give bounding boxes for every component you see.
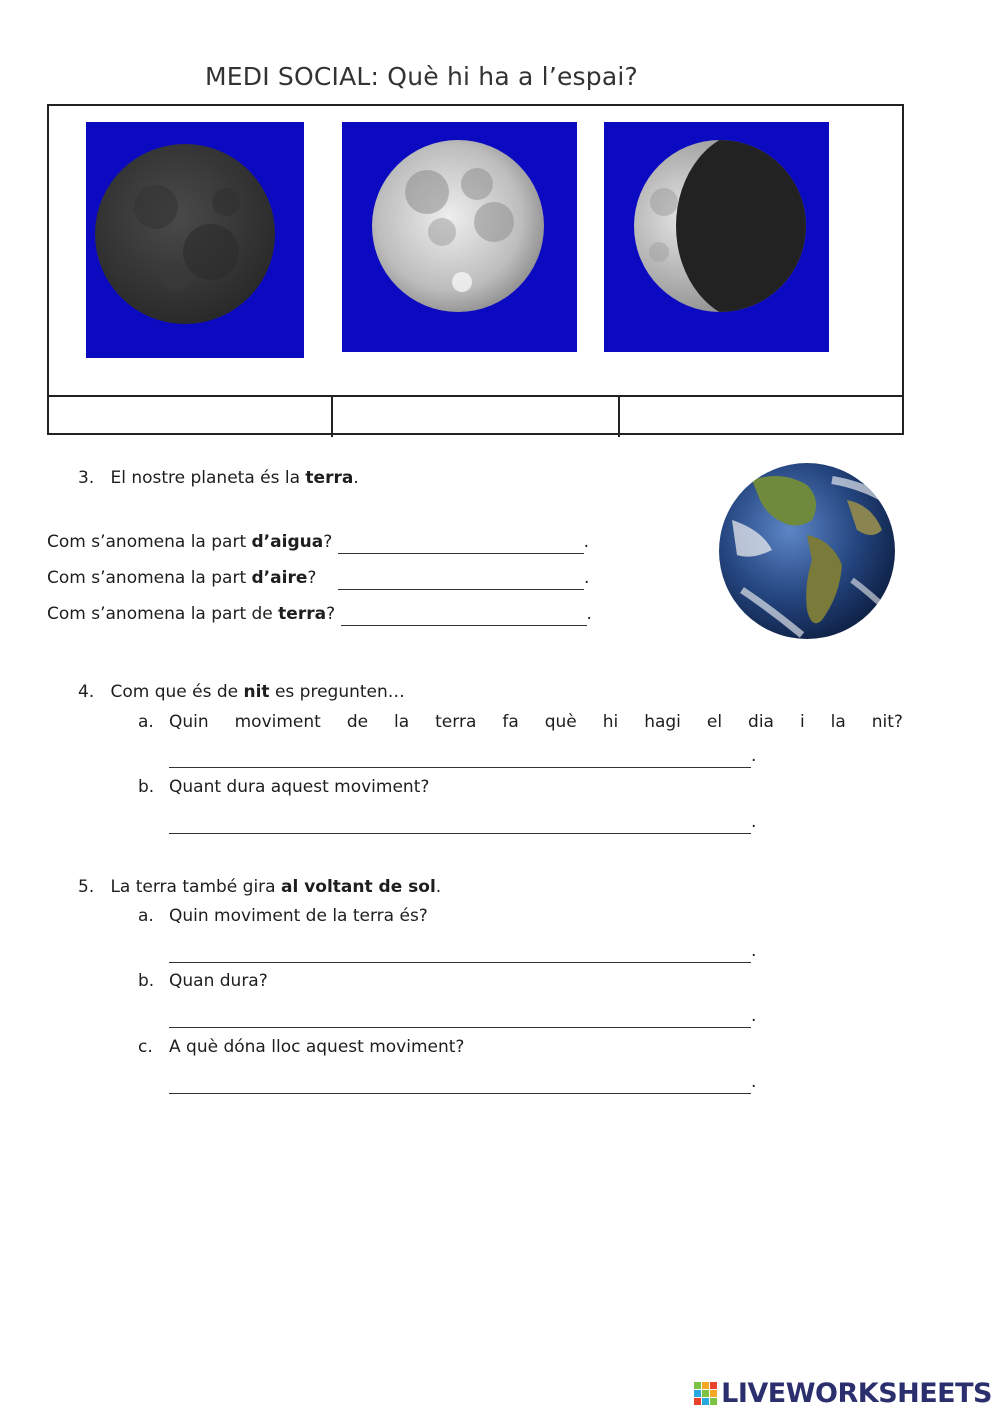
q5c-letter: c. [138,1037,153,1057]
q5b-letter: b. [138,971,155,991]
period: . [751,941,757,961]
q4a-text [169,711,903,733]
period: . [583,532,590,552]
word: hagi [644,712,681,732]
line-text-end: ? [323,532,333,552]
word: terra [435,712,477,732]
air-answer-input[interactable] [338,567,584,590]
moon-label-cell-3 [620,397,904,437]
full-moon-icon [342,122,577,352]
question-5 [78,876,441,898]
liveworksheets-logo-icon [693,1381,719,1407]
word: la [830,712,846,732]
period: . [751,1006,757,1026]
q4a-answer-row [169,745,756,768]
question-bold: al voltant de sol [281,877,436,897]
page-title: MEDI SOCIAL: Què hi ha a l’espai? [205,62,638,91]
word: nit? [871,712,903,732]
liveworksheets-logo [693,1378,992,1409]
word: el [706,712,723,732]
question-number: 4. [78,682,95,702]
word: Quin [169,712,209,732]
question-number: 3. [78,468,95,488]
q4b-answer-row [169,811,756,834]
earth-image [712,460,902,642]
moon-image-1 [86,122,304,358]
question-3 [78,467,359,489]
question-number: 5. [78,877,95,897]
moon-label-input-3[interactable] [620,397,904,437]
q4a-letter: a. [138,712,154,732]
q4b-letter: b. [138,777,155,797]
period: . [586,604,592,624]
moon-label-row [47,395,904,437]
q5a-answer-input[interactable] [169,940,751,963]
q5b-text: Quan dura? [169,971,268,991]
line-text: Com s’anomena la part de [47,604,279,624]
q3-line-water [47,531,589,554]
earth-globe-icon [712,460,902,642]
q4b-text: Quant dura aquest moviment? [169,777,430,797]
question-text-end: . [435,877,442,897]
question-text-end: es pregunten… [269,682,405,702]
q5c-text: A què dóna lloc aquest moviment? [169,1037,465,1057]
q3-line-land [47,603,592,626]
q5c-answer-row [169,1071,756,1094]
word: fa [502,712,519,732]
question-text-end: . [353,468,359,488]
period: . [584,568,590,588]
word: moviment [234,712,321,732]
word: hi [602,712,619,732]
question-4 [78,681,405,703]
land-answer-input[interactable] [341,603,587,626]
line-text: Com s’anomena la part [47,568,252,588]
line-bold: d’aire [251,568,308,588]
q5b-answer-row [169,1005,756,1028]
moon-image-2 [342,122,577,352]
period: . [751,812,757,832]
q4b-answer-input[interactable] [169,811,751,834]
water-answer-input[interactable] [338,531,584,554]
word: dia [748,712,774,732]
line-text-end: ? [326,604,336,624]
line-bold: d’aigua [251,532,324,552]
q5a-text: Quin moviment de la terra és? [169,906,428,926]
question-bold: nit [243,682,270,702]
moon-label-input-2[interactable] [333,397,617,437]
q5a-answer-row [169,940,756,963]
word: i [799,712,805,732]
q5b-answer-input[interactable] [169,1005,751,1028]
period: . [751,746,757,766]
line-bold: terra [278,604,327,624]
moon-label-cell-1 [47,397,333,437]
moon-label-input-1[interactable] [47,397,331,437]
q3-line-air [47,567,589,590]
moon-image-3 [604,122,829,352]
moon-label-cell-2 [333,397,619,437]
q5a-letter: a. [138,906,154,926]
word: què [544,712,577,732]
new-moon-icon [86,122,304,358]
word: la [394,712,410,732]
question-bold: terra [305,468,354,488]
question-text: La terra també gira [110,877,281,897]
question-text: Com que és de [110,682,244,702]
logo-text: LIVEWORKSHEETS [721,1378,992,1409]
q5c-answer-input[interactable] [169,1071,751,1094]
line-text: Com s’anomena la part [47,532,252,552]
question-text: El nostre planeta és la [110,468,306,488]
waning-crescent-moon-icon [604,122,829,352]
word: de [346,712,369,732]
line-text-end: ? [307,568,317,588]
period: . [751,1072,757,1092]
q4a-answer-input[interactable] [169,745,751,768]
